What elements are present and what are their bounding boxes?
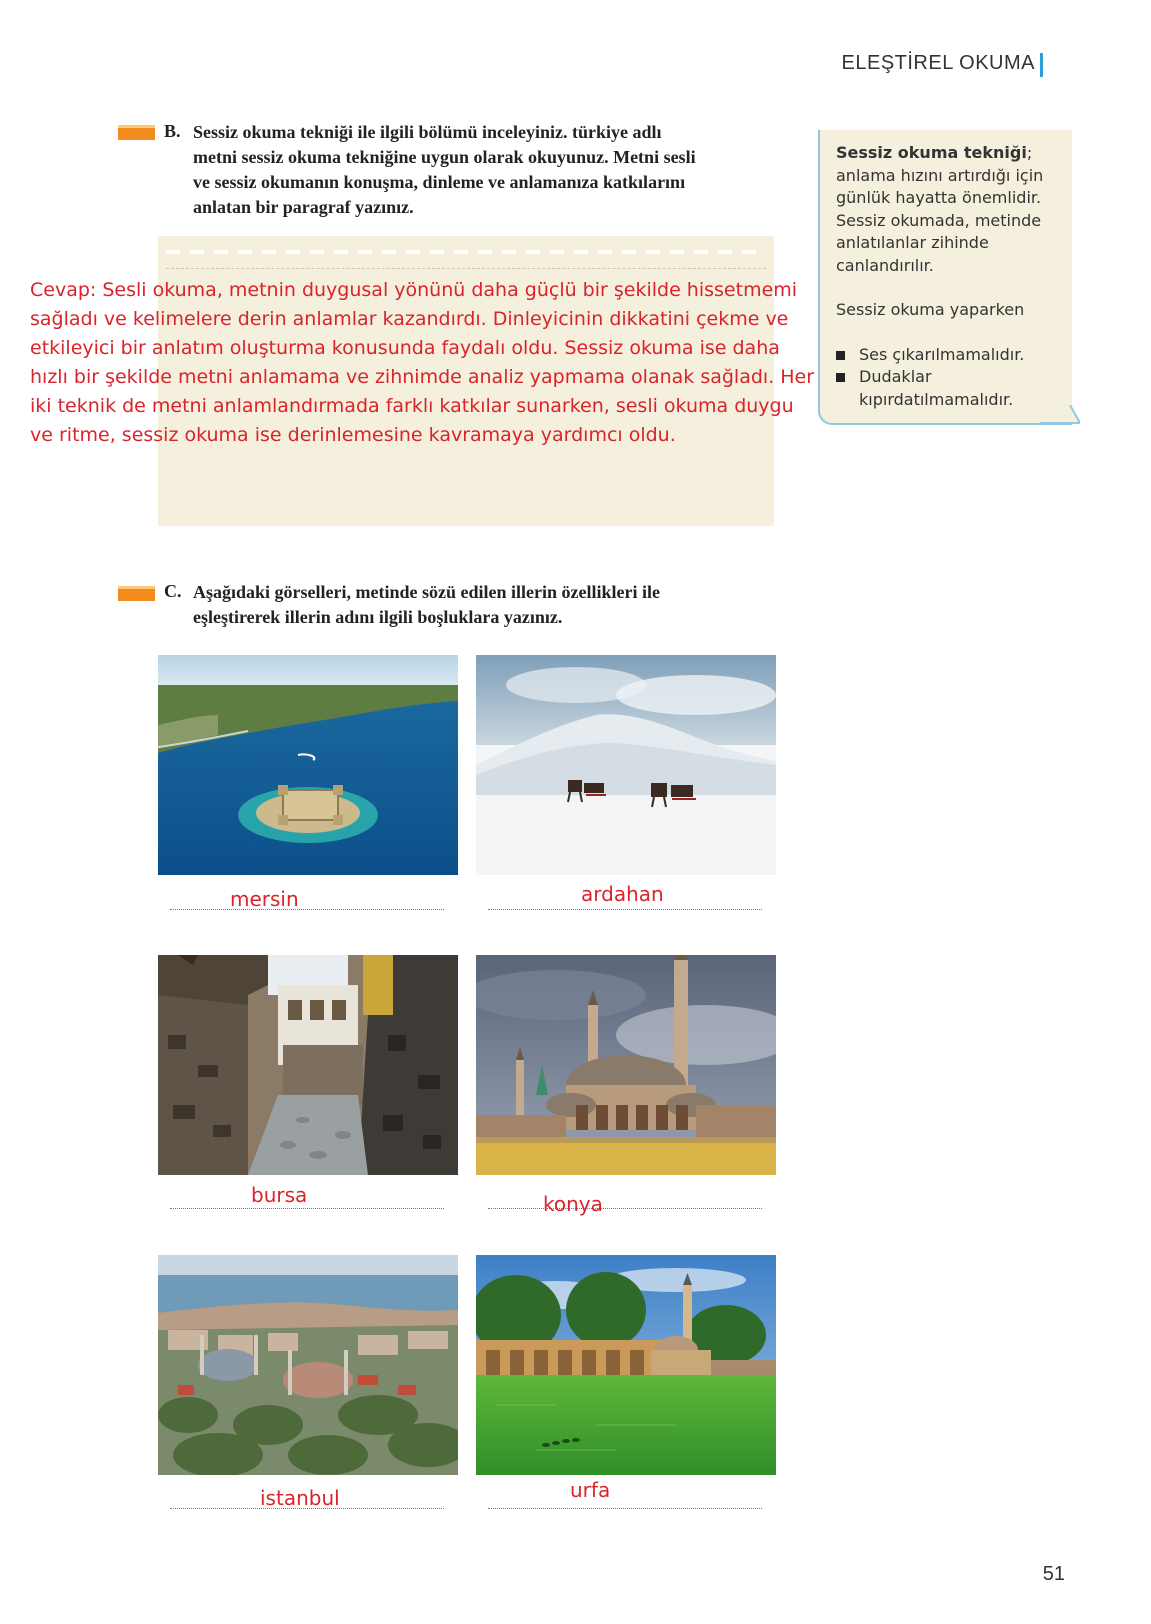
bullet-icon [836,351,845,360]
info-sidebar-line: günlük hayatta önemlidir. [836,188,1042,207]
section-c-question [193,580,793,630]
info-sidebar-line: anlatılanlar zihinde [836,233,989,252]
city-answer-urfa: urfa [570,1478,611,1502]
page-number: 51 [1042,1563,1065,1585]
section-b-line: metni sessiz okuma tekniğine uygun olarak okuyunuz. Metni sesli [193,147,696,167]
photo-pool-mosque [476,1255,776,1475]
answer-line-dotted [488,1208,762,1209]
answer-box-divider [166,268,766,269]
info-sidebar-title: Sessiz okuma tekniği [836,143,1027,162]
bullet-icon [836,373,845,382]
city-answer-bursa: bursa [251,1183,308,1207]
section-b-line: ve sessiz okumanın konuşma, dinleme ve anlamanıza katkılarını [193,172,686,192]
info-sidebar-line: canlandırılır. [836,255,934,275]
info-sidebar-subtitle: Sessiz okuma yaparken [836,300,1025,319]
answer-line: Cevap: Sesli okuma, metnin duygusal yönünü daha güçlü bir şekilde hissetmemi [30,279,798,301]
info-sidebar-title-suffix: ; [1026,143,1033,162]
answer-line: hızlı bir şekilde metni anlamama ve zihnimde analiz yapmama olanak sağladı. Her [30,366,815,388]
photo-snowy-sleighs [476,655,776,875]
info-sidebar-bullet-cont: kıpırdatılmamalıdır. [859,389,1014,409]
info-sidebar-text [836,142,1076,411]
section-c-line: eşleştirerek illerin adını ilgili boşluklara yazınız. [193,607,563,627]
answer-text [30,276,850,450]
answer-line-dotted [170,909,444,910]
city-answer-ardahan: ardahan [581,882,664,906]
answer-line-dotted [488,909,762,910]
info-sidebar-bullet: Dudaklar [859,367,932,386]
answer-line-dotted [488,1508,762,1509]
answer-line: iki teknik de metni anlamlandırmada farklı katkılar sunarken, sesli okuma duygu [30,395,794,417]
section-c-marker [118,586,155,601]
answer-line-dotted [170,1208,444,1209]
city-answer-mersin: mersin [230,887,299,911]
photo-old-street [158,955,458,1175]
answer-box-dashes [166,250,766,254]
photo-city-panorama [158,1255,458,1475]
info-sidebar-line: Sessiz okumada, metinde [836,210,1042,230]
section-b-line: Sessiz okuma tekniği ile ilgili bölümü inceleyiniz. türkiye adlı [193,122,662,142]
info-sidebar-line: anlama hızını artırdığı için [836,165,1044,185]
city-answer-konya: konya [543,1192,603,1216]
section-b-question [193,120,793,220]
city-answer-istanbul: istanbul [260,1486,340,1510]
section-c-line: Aşağıdaki görselleri, metinde sözü edilen illerin özellikleri ile [193,582,660,602]
info-sidebar-bullet: Ses çıkarılmamalıdır. [859,344,1025,364]
photo-mosque [476,955,776,1175]
section-b-letter: B. [164,121,181,141]
section-b-line: anlatan bir paragraf yazınız. [193,197,414,217]
chapter-title: ELEŞTİREL OKUMA [841,52,1035,74]
answer-line: etkileyici bir anlatım oluşturma konusunda faydalı oldu. Sessiz okuma ise daha [30,337,780,359]
answer-line: ve ritme, sessiz okuma ise derinlemesine kavramaya yardımcı oldu. [30,424,676,446]
section-b-marker [118,125,155,140]
chapter-title-bar [1040,53,1043,77]
photo-coastal-castle [158,655,458,875]
answer-line: sağladı ve kelimelere derin anlamlar kazandırdı. Dinleyicinin dikkatini çekme ve [30,308,789,330]
section-c-letter: C. [164,581,182,601]
